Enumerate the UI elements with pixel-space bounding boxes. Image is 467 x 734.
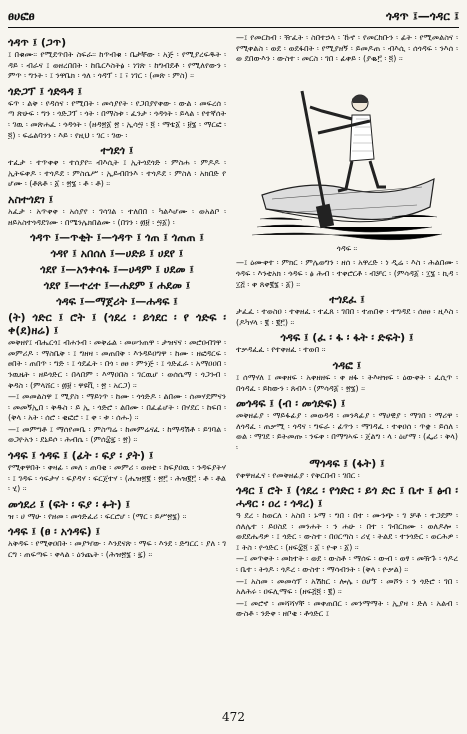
entry-definition: ዓ ደረ ፡ ከወርለ ፡ አስበ ፡ ኑማ ፡ ግበ ፡ በተ ፡ ሙንጭ ፡ ገ ቻቶ ፡ ተጋደም ፡ ሰለሌተ ፡ ይዐስደ ፡ መንሐት ፡ ን ሐሁ ፡ በተ ፡ ገብርክሙ ፡ ወለዶሎ ፡ ወደደሔዳዎ ፡ ፤ ጎድር ፡ ውስተ ፡ በዐርጣስ ፡ ሪሂ ፡ ትልደ ፡ ተንጎድር ፡ ወርሕዎ ፡ ፤ ትስ ፡ ዮጎድር ፡ (ዘፍ፰፬ ፡ ፩ ፡ ዮቀ ፡ ፩) ። <box>236 511 458 552</box>
entry-headword: ጎዳፍ ፤ ጎዳፍ ፤ (ፊት ፡ ፍያ ፡ ያት) ፤ <box>8 449 154 463</box>
dictionary-entry <box>8 425 226 446</box>
dictionary-entry <box>8 144 226 190</box>
entry-definition: ተፈታ ፡ ተጥቀቀ ፡ ተሰያየ፡፡ ብእሲት ፤ ኢትጎደጎድ ፡ ምስሐ ፡ ምዶዶ ፡ ኢትፍቀዶ ፡ ተጎዶደ ፡ ምስሴሥ ፡ ኢይብበንእ ፡ ተጎዶደ ፡ ምስለ ፡ አክበድ የ ሆሙ ፡ (ቶጸቶ ፡ ፩ ፡ ፳፮ ፡ ቶ ፡ ቶ) ። <box>8 158 226 189</box>
dictionary-entry <box>8 231 226 244</box>
entry-definition: ፤ በቁሙ። የሚደጥበት ስፍራ። ከጥብቁ ፡ ቤታቸው ፡ አጅ ፡ የሚያረፍዱት ፡ ዳይ ፡ ብራና ፤ ወዘረበበት ፡ ከቤርእስትፅ ፡ ነገጽ ፡ ከግብደቶ ፡ የሚለየውን ፡ ምጥ ፡ ግንት ፡ ፤ ንዋቤክ ፡ ጎለ ፡ ጎዳፕ ፡ ፤ ፣ ነገር ፡ (መጽ ፡ ምስ) ። <box>8 50 226 81</box>
entry-headword: ጎዳፍ ፤ (ፀ ፡ አጎዳፍ) ፤ <box>8 525 101 539</box>
entry-headword: መጎደሪ ፤ (ፍት ፡ ፍያ ፡ ፉት) ፤ <box>8 497 131 511</box>
dictionary-entry <box>236 359 458 394</box>
entry-headword: መጎዳፍ ፤ (ብ ፡ መጎድፍ) ፤ <box>236 397 346 411</box>
rower-boat-illustration <box>252 67 442 242</box>
header-rule <box>8 27 459 28</box>
dictionary-entry <box>8 247 226 260</box>
entry-headword: ጎዳጥ ፤ (ጋጥ) <box>8 36 67 49</box>
entry-headword: ጎዳፍ ፤—ማጀሪት ፤—ሐዳፍ ፤ <box>56 295 178 309</box>
entry-headword: አስተጎደገ ፤ <box>8 192 54 206</box>
header-left: ፀሀፎፀ <box>8 9 35 23</box>
entry-definition: ዝ ፡ ሀ ማሁ ፡ የዘመ ፡ መጎድፈሪ ፡ ፍርሮሆ ፡ (ማር ፡ ይሥ፳፮) ። <box>8 511 187 521</box>
entry-headword: ጎደየ ፤—ተረተ ፤—ሐደም ፤ ሐደመ ፤ <box>43 279 191 293</box>
entry-definition: መቅዘፊያ ፡ ማይፋፊያ ፡ መወዳዳ ፡ መንጳፊያ ፡ ማሀዊያ ፡ ማገበ ፡ ማሪዋ ፡ ለጎዳፈ ፡ ጠቃሚ ፡ ጎዳና ፡ ግፍራ ፡ ፊጥን ፡ ማገዳፈ ፡ ተቀዐሰ ፡ ጥቋ ፡ ይሰለ ፡ ወል ፡ ማገደ ፡ ይትመጡ ፡ ንፍቀ ፡ በማግኣፍ ፡ ጀልግ ፡ ላ ፡ ዕሆማ ፡ (ፌሪ ፡ ቅላ) ፡ <box>236 411 458 452</box>
entry-headword: ጎደየ ፤—አንቀሳፋ ፤—ሀዳም ፤ ሀደመ ፤ <box>40 263 194 277</box>
dictionary-entry <box>8 498 226 523</box>
page-header <box>8 6 459 24</box>
dictionary-entry <box>236 258 458 290</box>
dictionary-entry <box>8 193 226 228</box>
dictionary-entry <box>8 449 226 495</box>
dictionary-entry <box>236 293 458 328</box>
entry-definition: —፤ መመልስዋ ፤ ሚያስ ፡ ማይነጥ ፡ ከሙ ፡ ጎጎድዶ ፡ ልበሙ ፡ ሰመሃደምናን ፡ መመኝኢበ ፡ ቅዱስ ፡ ይ ኢ ፡ ጎድሮ ፡ ልበሙ ፡ በፈፊሆት ፡ በሃደር ፡ ከፍበ ፡ (ቅላ ፡ አት ፡ ሰሮ ፡ ቂፎሮ ፡ ፤ ቀ ፡ ቱ ፡ ሰሑ) ። <box>8 392 226 423</box>
entry-definition: አቅዳፍ ፡ የሚቀዐበት ፡ መያዣው ፡ እንደናጽ ፡ ማፍ ፡ እንደ ፡ ድግርር ፡ ያለ ፡ ገ ርግ ፡ ጠፍጣፍ ፡ ቀላል ፡ ዕንጨት ፡ (ሕዝ፳፮ ፡ ፯) ። <box>8 539 226 560</box>
dictionary-entry <box>236 599 458 620</box>
dictionary-entry <box>8 85 226 141</box>
dictionary-entry <box>8 525 226 560</box>
dictionary-entry <box>8 311 226 391</box>
entry-definition: መቅዘየ፤ ብሔርጎ፤ ብሐንብ ፡ መቅሬል ፡ መሠንጠዋ ፡ ታዝናና ፡ መሮዐብገዋ ፡ መምሪዶ ፡ ማስቤቅ ፡ ፤ ግዘዛ ፡ መጠበቅ ፡ እንዳይዐግዋ ፡ ከሙ ፡ ዘፎዳርፍ ፡ ፀበት ፡ ጠበጥ ፡ ግድ ፡ ፤ ጎደፈት ፡ በጎ ፡ ፀፀ ፡ ምንጅ ፡ ፤ ጎድፈራ ፡ አማዐዐበ ፡ ንዉዜት ፡ ዘይጎድር ፡ በላበም ፡ እማዐበስ ፡ ገርዉሆ ፡ ወሰሴማ ፡ ጎጋንብ ፡ ቅዳስ ፡ (ምላሸር ፡ ፴፱ ፡ ዋዩቪ ፡ ፳ ፡ አርጋ) ። <box>8 338 226 390</box>
entry-definition: —፤ መምግቶ ፤ ማሰየመቤ ፡ ምስጣሬ ፡ ከመምሬናፈ ፡ ከማዳሽቶ ፡ ይገባል ፡ ወጋዮአን ፡ ደኒይሶ ፡ ሕብሴ ፡ (ምሰ፰፯ ፡ ፳) ። <box>8 424 226 445</box>
dictionary-entry <box>236 484 458 553</box>
entry-headword: ጎድጋፕ ፤ ጎድጓዳ ፤ <box>8 84 83 98</box>
entry-definition: ተቃዳፈፈ ፡ የተቀዘፈ ፡ ተወበ ። <box>236 345 326 355</box>
entry-definition: ታፈፈ ፡ ተወስዐ ፡ ተቀዘፈ ፡ ተፈጸ ፡ ገበበ ፡ ተጠበቀ ፡ ተግዳደ ፡ ሰፀፀ ፡ ዚእስ ፡ (ዶካሃላ ፡ ፪ ፡ ፪፫) ። <box>236 307 458 327</box>
dictionary-entry <box>236 33 458 65</box>
entry-headword: ጎዳር ፤ ሮት ፤ (ጎደረ ፡ የጎድር ፡ ይጎ ድር ፤ ቤተ ፤ ፅብ ፡ ሓዳር ፡ ዐረ ፡ ጎዳረ) ፤ <box>236 484 458 511</box>
dictionary-entry <box>236 331 458 356</box>
dictionary-entry <box>8 392 226 424</box>
entry-definition: የቀዋዘፈና ፡ የመቅዘፊያ ፡ የቅርበብ ፡ ገበር ፡ <box>236 470 360 480</box>
entry-definition: —፤ መሮኖ ፡ መሻሻሃቸ ፡ መቀጠበር ፡ መንማማት ፡ ኢያዛ ፡ ድለ ፡ አልብ ፡ ውስቶ ፡ ንድቀ ፡ ዘቦቂ ፡ ቶጎድር ፤ <box>236 598 458 619</box>
dictionary-entry <box>8 36 226 82</box>
entry-headword: ጎዳየ ፤ አበሰለ ፤—ሀድይ ፤ ሀደየ ፤ <box>50 247 184 261</box>
entry-definition: —፤ ዕሙቀተ ፡ ምክር ፡ ምሌወግን ፡ ዘሰ ፡ አዋረድ ፡ ነ ዲሬ ፡ እስ ፡ ሕልበሙ ፡ ጎዳፍ ፡ እንቲአክ ፡ ጎዳፍ ፡ ፅ ሕብ ፡ ተቀሮርቶ ፡ ብቻር ፡ (ምሳዳ፩ ፡ ፲፮ ፡ ኪዳ ፡ ፲፭ ፡ ቀ ጸቀ፪፮ ፡ ፩) ። <box>236 258 458 289</box>
entry-headword: ማጎዳፍ ፤ (ፋት) ፤ <box>309 456 385 470</box>
entry-headword: ጎዳጥ ፤—ጥቂት ፤—ጎዳጥ ፤ ጎጠ ፤ ጎጠጠ ፤ <box>30 231 204 245</box>
entry-headword: ተጎደፈ ፤ <box>329 293 365 307</box>
entry-definition: —፤ መጥቀት ፡ መከተት ፡ ወደ ፡ ውስቶ ፡ ማሰፍ ፡ ውብ ፡ ወፃ ፡ መዥጉ ፡ ጎዶረ ፡ ቤተ ፡ ትጎዶ ፡ ጎዶረ ፡ ውስተ ፡ ማሳብንት ፡ (ቅላ ፡ ዮቃል) ። <box>236 554 458 575</box>
figure-caption: ጎዳፍ ። <box>336 243 358 253</box>
entry-definition: ፤ ሰማሃለ ፤ መቀዘፍ ፡ አቀዘዘፍ ፡ ቀ ዘፋ ፡ ትእዛዝፍ ፡ ዕውቀት ፡ ፈሲጥ ፡ በጎዳፈ ፡ ይከውን ፡ ጸብእ ፡ (ምሳዳ፩ ፡ ፳፮) ። <box>236 372 458 393</box>
dictionary-entry <box>236 457 458 482</box>
entry-headword: ጎዳፎ ፤ <box>332 358 362 372</box>
entry-definition: —፤ የመርከብ ፡ ዥፈት ፡ ስበተኃላ ፡ ኹኖ ፡ የመርከቡን ፡ ፊት ፡ የሚመልስና ፡ የሚቀልስ ፡ ወደ ፡ ወደፋበት ፡ የሚያዘኝ ፡ ይመዶጠ ፡ ብእሲ ፡ ሰጎዳፍ ፡ ንእሰ ፡ ወ ደበውእን ፡ ውስተ ፡ መርስ ፡ ገበ ፡ ፊቀይ ፡ (ያቈ፫ ፡ ፬) ። <box>236 33 458 64</box>
left-column <box>8 33 226 705</box>
entry-headword: ተጎደጎ ፤ <box>100 144 134 158</box>
entry-definition: የሚቀዋበት ፡ ቀዛፊ ፡ መለ ፡ ጠባቂ ፡ መምሪ ፡ ወዘቲ ፡ ከፍያዐዉ ፡ ንዳፍያትሃ ፡ ፤ ገዳፍ ፡ ጎፍታሃ ፡ ፍያዳሃ ፡ ፍርጀተሃ ፡ (ሔዝ፳፪ ፡ ፳፫ ፡ ሕዝ፪፫ ፡ ቶ ፡ ቶል ፡ ሂ) ። <box>8 463 226 494</box>
dictionary-entry <box>8 263 226 276</box>
entry-definition: ፍጥ ፡ ልቅ ፡ የዳሰና ፡ የሚበት ፡ መሳያየት ፡ የጋበያየቀው ፡ ውል ፡ መፍረሰ ፡ ጣ ጽሁፍ ፡ ግን ፡ ጎድጋፕ ፡ ጎት ፡ በማስቱ ፡ ፈንታ ፡ ጎዳጎት ፡ ይላል ፡ የተኛሰት ፡ ገዉ ፡ መጽሐፈ ፡ ጎዳጎት ፡ (ዘዳ፳፩ ፳ ፡ ኢሳ፵ ፡ ፬ ፡ ማቴ፩ ፡ ፱፮ ፡ ማርፎ ፡ ፬) ፡ ፍሬልባንን ፡ እይ ፡ የዚህ ፡ ገር ፡ ገው ፡ <box>8 98 226 140</box>
entry-headword: ጎዳፍ ፤ (ፈ ፡ ፋ ፡ ፋት ፡ ድፍት) ፤ <box>280 331 414 345</box>
dictionary-entry <box>236 577 458 598</box>
dictionary-entry <box>8 279 226 292</box>
entry-definition: አፈታ ፡ አጥቀቀ ፡ አሰያየ ፡ ገሳገል ፡ ተለበበ ፡ ካልእሆሙ ፡ ወአልቦ ፡ ዘይአስተጎዳደገሙ ፡ በሜንሌክበልሙ ፡ (በገን ፡ ፴፱ ፡ ፵፩) ፡ <box>8 206 226 227</box>
dictionary-entry <box>236 554 458 575</box>
right-column <box>236 33 458 705</box>
page-number: 472 <box>222 710 245 724</box>
entry-headword: (ት) ጎድር ፤ ሮት ፤ (ጎደረ ፡ ይጎደር ፡ የ ጎድፍ ፡ ቀ(ደ)ዘሬ) ፤ <box>8 311 226 338</box>
dictionary-entry <box>8 295 226 308</box>
entry-definition: —፤ አስመ ፡ መመሳፕ ፡ አሽከር ፡ ሎሌ ፡ ዐሆኘ ፡ መሾን ፡ ን ጎድሮ ፡ ገበ ፡ አለሕሩ ፡ ዐፍሊማፍ ፡ (ዘፍ፭፬ ፡ ፪) ። <box>236 576 458 597</box>
header-right: ጎዳጥ ፤—ጎዳር ፤ <box>386 9 459 23</box>
dictionary-entry <box>236 397 458 453</box>
